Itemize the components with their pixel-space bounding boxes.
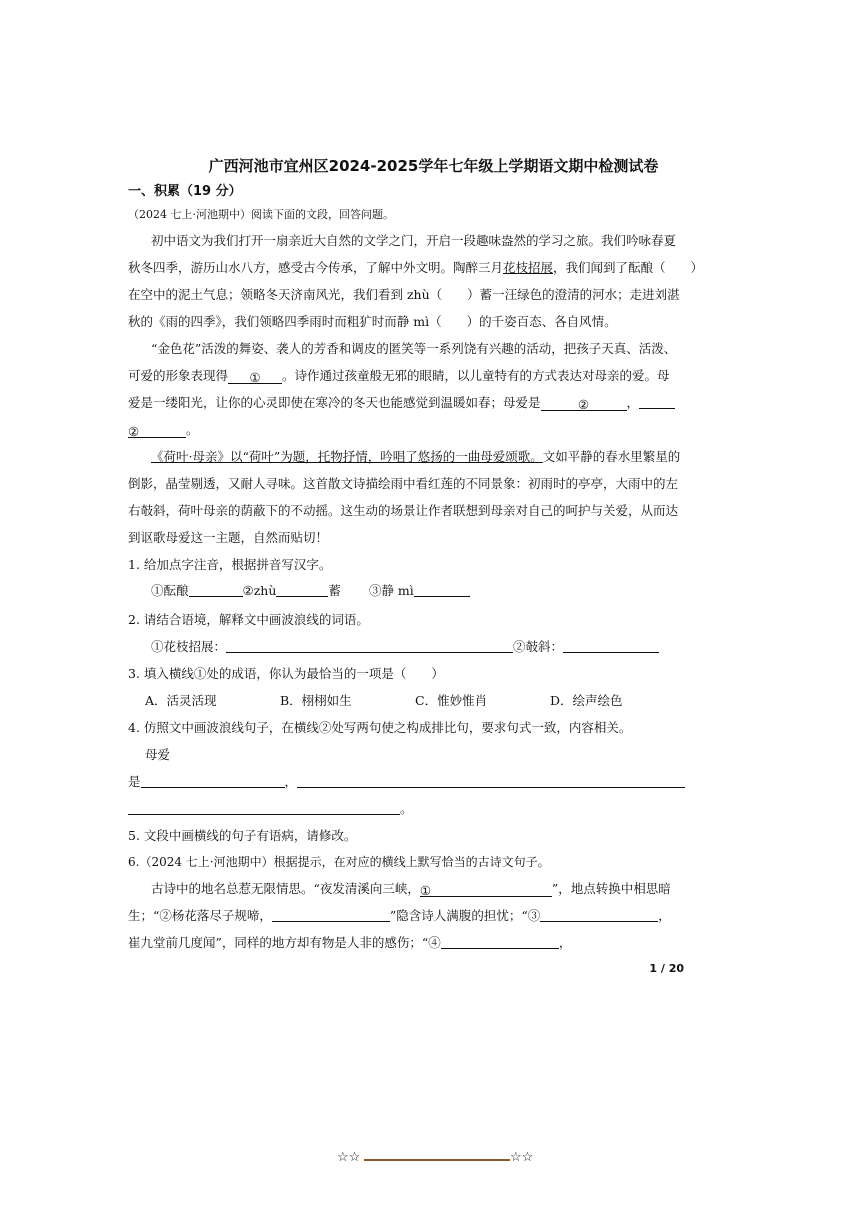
- option-b[interactable]: B．栩栩如生: [280, 693, 352, 708]
- page-title: 广西河池市宜州区2024-2025学年七年级上学期语文期中检测试卷: [208, 157, 659, 175]
- footer-ornament: [337, 1150, 537, 1170]
- question-6-line: 崔九堂前几度闻”，同样的地方却有物是人非的感伤；“④ ，: [128, 935, 572, 950]
- blank-1[interactable]: ①: [228, 370, 282, 384]
- paragraph-1-line: 在空中的泥土气息；领略冬天济南风光，我们看到 zhù（ ）蓄一汪绿色的澄清的河水；走进刘湛: [128, 287, 680, 302]
- question-2-answers: ①花枝招展： ②攲斜：: [151, 639, 711, 655]
- underlined-sentence: 《荷叶·母亲》以“荷叶”为题，托物抒情，吟唱了悠扬的一曲母爱颂歌。: [151, 449, 543, 464]
- answer-blank[interactable]: [141, 774, 285, 788]
- option-d[interactable]: D．绘声绘色: [550, 693, 623, 708]
- answer-blank[interactable]: [563, 639, 659, 653]
- answer-blank[interactable]: [272, 908, 390, 922]
- paragraph-3-line: 《荷叶·母亲》以“荷叶”为题，托物抒情，吟唱了悠扬的一曲母爱颂歌。文如平静的春水里繁星的: [151, 449, 681, 464]
- question-6-line: 古诗中的地名总惹无限情思。“夜发清溪向三峡，① ”，地点转换中相思暗: [151, 881, 671, 898]
- footer-rule: [364, 1159, 510, 1161]
- answer-blank[interactable]: [189, 583, 243, 597]
- answer-blank[interactable]: [128, 801, 400, 815]
- question-1-answers: ①酝酿 ②zhù 蓄 ③静 mì: [151, 583, 711, 599]
- option-c[interactable]: C．惟妙惟肖: [415, 693, 488, 708]
- answer-blank[interactable]: [226, 639, 513, 653]
- question-3-options: [145, 693, 705, 709]
- blank-2-end[interactable]: ②: [128, 424, 186, 438]
- answer-blank[interactable]: [414, 583, 470, 597]
- source-note: （2024 七上·河池期中）阅读下面的文段，回答问题。: [128, 208, 394, 221]
- question-5-stem: 5. 文段中画横线的句子有语病，请修改。: [128, 828, 357, 843]
- answer-blank[interactable]: [276, 583, 328, 597]
- option-a[interactable]: A．活灵活现: [145, 693, 217, 708]
- question-1-stem: 1. 给加点字注音，根据拼音写汉字。: [128, 557, 332, 572]
- paragraph-3-line: 右攲斜，荷叶母亲的荫蔽下的不动摇。这生动的场景让作者联想到母亲对自己的呵护与关爱，从而达: [128, 503, 679, 518]
- blank-2-continued[interactable]: [639, 395, 675, 409]
- wavy-underlined-word: 花枝招展: [503, 260, 554, 275]
- star-icon: ☆☆: [337, 1150, 361, 1165]
- question-4-stem: 4. 仿照文中画波浪线句子，在横线②处写两句使之构成排比句，要求句式一致，内容相关。: [128, 720, 632, 735]
- answer-blank[interactable]: [297, 774, 685, 788]
- question-4-answer-line: 是 ，: [128, 774, 688, 790]
- question-4-answer-line: 。: [128, 801, 688, 817]
- question-3-stem: 3. 填入横线①处的成语，你认为最恰当的一项是（ ）: [128, 666, 444, 681]
- paragraph-2-line: 爱是一缕阳光，让你的心灵即使在寒冷的冬天也能感觉到温暖如春；母爱是 ② ，: [128, 395, 688, 411]
- paragraph-2-line: 可爱的形象表现得 ① 。诗作通过孩童般无邪的眼睛，以儿童特有的方式表达对母亲的爱。母: [128, 368, 670, 385]
- blank-2[interactable]: ②: [541, 397, 627, 411]
- section-heading: 一、积累（19 分）: [128, 184, 242, 199]
- question-2-stem: 2. 请结合语境，解释文中画波浪线的词语。: [128, 612, 369, 627]
- paragraph-2-line: ② 。: [128, 422, 199, 439]
- question-4-prefix: 母爱: [145, 747, 171, 762]
- answer-blank[interactable]: [441, 935, 559, 949]
- page-number: 1 / 20: [649, 962, 684, 975]
- paragraph-1-line: 秋冬四季，游历山水八方，感受古今传承，了解中外文明。陶醉三月花枝招展，我们闻到了酝酿（ ）: [128, 260, 704, 275]
- answer-blank[interactable]: ①: [420, 883, 552, 897]
- paragraph-3-line: 到讴歌母爱这一主题，自然而贴切！: [128, 530, 329, 545]
- paragraph-3-line: 倒影，晶莹剔透，又耐人寻味。这首散文诗描绘雨中看红莲的不同景象：初雨时的亭亭，大雨中的左: [128, 476, 679, 491]
- question-6-line: 生；“②杨花落尽子规啼， ”隐含诗人满腹的担忧；“③ ，: [128, 908, 671, 923]
- paragraph-1-line: 初中语文为我们打开一扇亲近大自然的文学之门，开启一段趣味盎然的学习之旅。我们吟咏春夏: [151, 233, 677, 248]
- paragraph-2-line: “金色花”活泼的舞姿、袭人的芳香和调皮的匿笑等一系列饶有兴趣的活动，把孩子天真、活泼、: [151, 341, 677, 356]
- answer-blank[interactable]: [540, 908, 658, 922]
- star-icon: ☆☆: [510, 1150, 534, 1165]
- paragraph-1-line: 秋的《雨的四季》，我们领略四季雨时而粗犷时而静 mì（ ）的千姿百态、各自风情。: [128, 314, 617, 329]
- question-6-stem: 6.（2024 七上·河池期中）根据提示，在对应的横线上默写恰当的古诗文句子。: [128, 855, 550, 869]
